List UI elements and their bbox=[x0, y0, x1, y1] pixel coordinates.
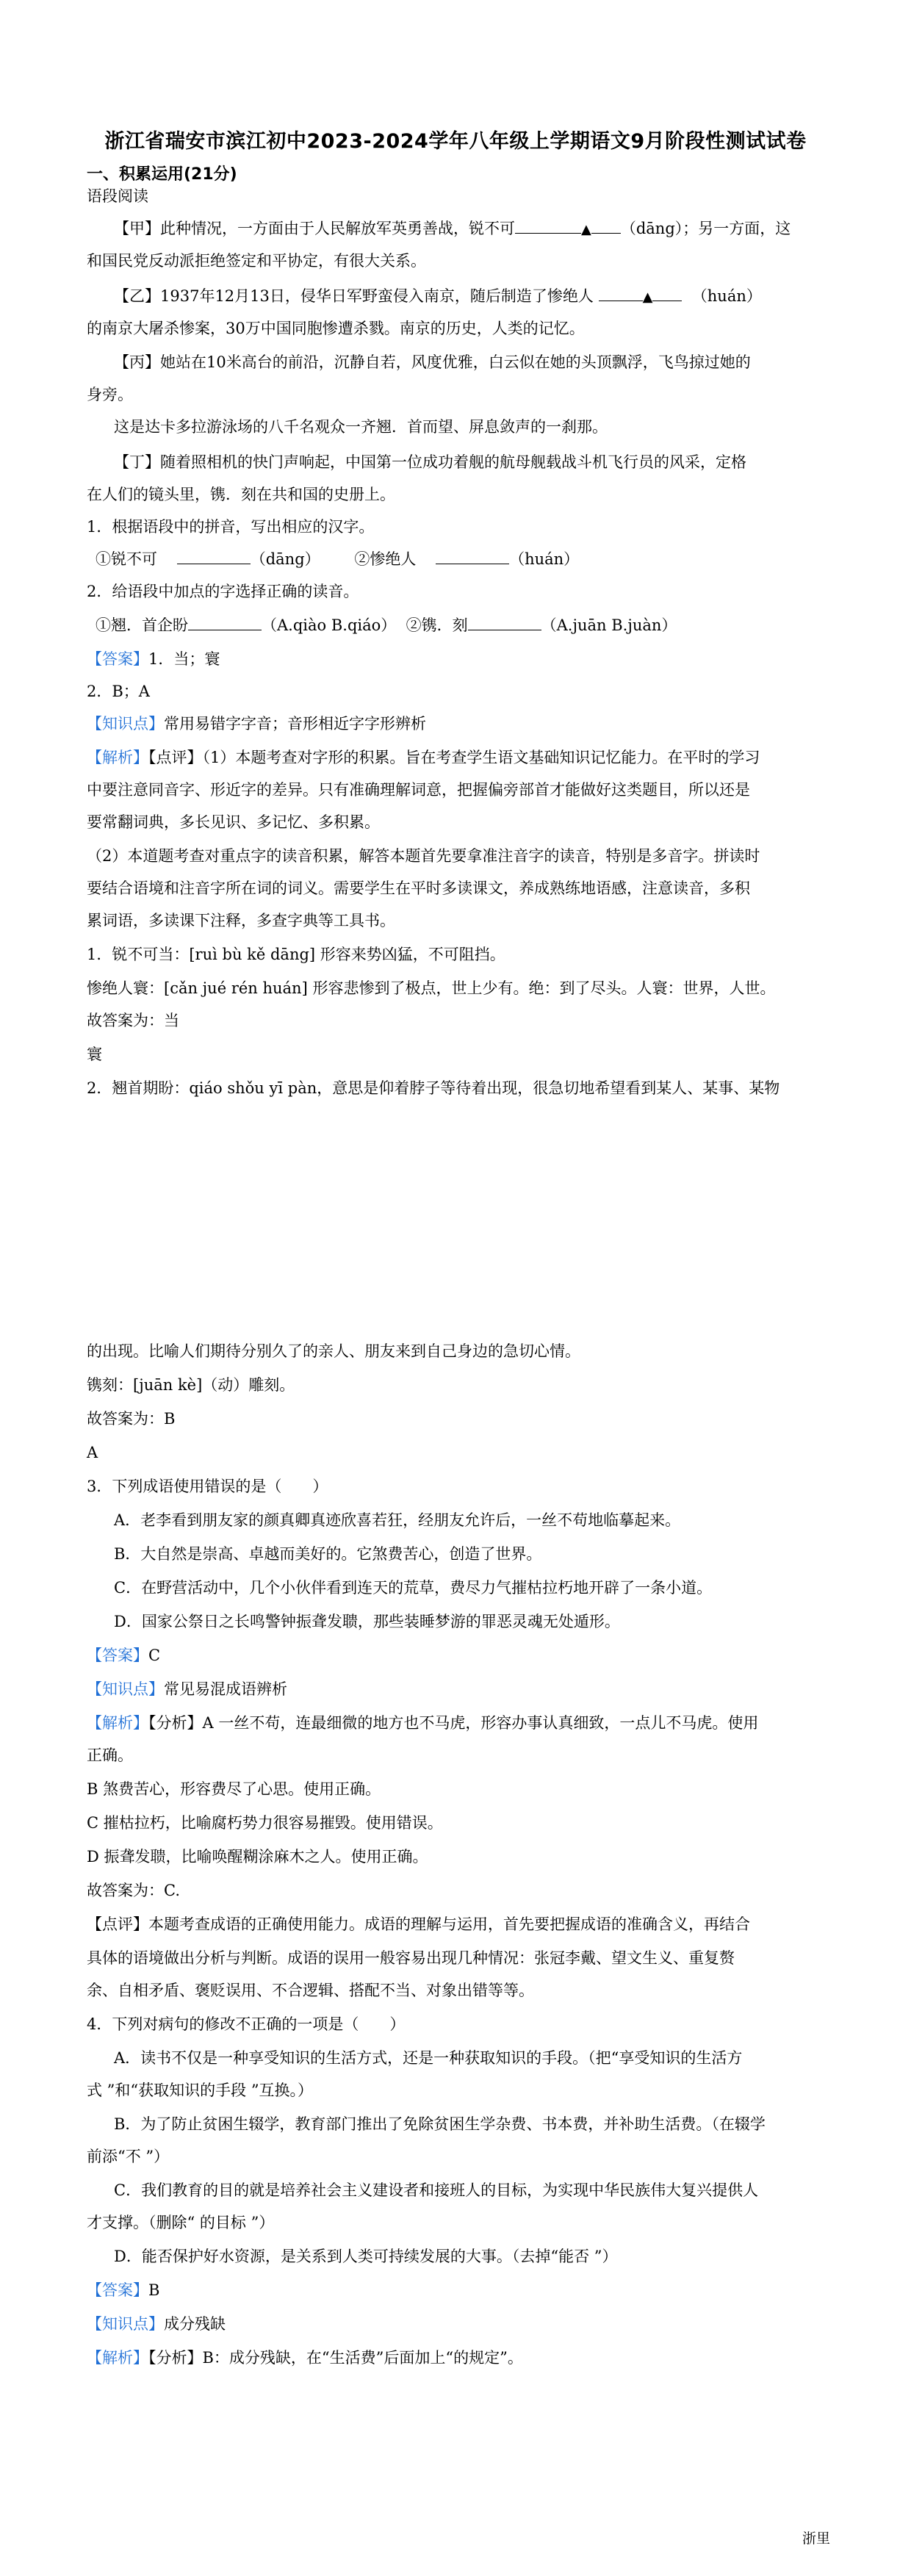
analysis-3-line3: B 煞费苦心，形容费尽了心思。使用正确。 bbox=[87, 1780, 381, 1798]
analysis-1-line15: A bbox=[87, 1444, 98, 1461]
analysis-1-line2: 中要注意同音字、形近字的差异。只有准确理解词意，把握偏旁部首才能做好这类题目，所以还是 bbox=[87, 781, 750, 799]
analysis-1-line10: 寰 bbox=[87, 1046, 102, 1063]
question-2-stem: 2．给语段中加点的字选择正确的读音。 bbox=[87, 583, 359, 600]
passage-ding-line2: 在人们的镜头里，镌．刻在共和国的史册上。 bbox=[87, 486, 395, 503]
analysis-1-line9: 故答案为：当 bbox=[87, 1012, 179, 1029]
analysis-3-line6: 故答案为：C. bbox=[87, 1882, 180, 1899]
analysis-1-line14: 故答案为：B bbox=[87, 1410, 176, 1428]
answer-3: 【答案】C bbox=[87, 1647, 161, 1664]
passage-ding-line1: 【丁】随着照相机的快门声响起，中国第一位成功着舰的航母舰载战斗机飞行员的风采，定格 bbox=[114, 453, 746, 471]
question-4-option-b-line1: B．为了防止贫困生辍学，教育部门推出了免除贫困生学杂费、书本费，并补助生活费。（在辍学 bbox=[114, 2115, 766, 2133]
analysis-1-line5: 要结合语境和注音字所在词的词义。需要学生在平时多读课文，养成熟练地语感，注意读音，多积 bbox=[87, 879, 750, 897]
question-4-option-a-line1: A．读书不仅是一种享受知识的生活方式，还是一种获取知识的手段。（把“享受知识的生活方 bbox=[114, 2049, 743, 2067]
question-2-items: ①翘．首企盼 （A.qiào B.qiáo） ②镌．刻 （A.juān B.juàn） bbox=[96, 616, 677, 634]
analysis-1-line7: 1．锐不可当：[ruì bù kě dāng] 形容来势凶猛，不可阻挡。 bbox=[87, 946, 505, 963]
analysis-3-line5: D 振聋发聩，比喻唤醒糊涂麻木之人。使用正确。 bbox=[87, 1848, 428, 1866]
question-3-option-a: A．老李看到朋友家的颜真卿真迹欣喜若狂，经朋友允许后，一丝不苟地临摹起来。 bbox=[114, 1511, 681, 1529]
passage-yi-line2: 的南京大屠杀惨案，30万中国同胞惨遭杀戮。南京的历史，人类的记忆。 bbox=[87, 320, 585, 337]
passage-yi-line1: 【乙】1937年12月13日，侵华日军野蛮侵入南京，随后制造了惨绝人 ▲ （huán） bbox=[114, 287, 762, 305]
question-3-option-d: D．国家公祭日之长鸣警钟振聋发聩，那些装睡梦游的罪恶灵魂无处遁形。 bbox=[114, 1613, 620, 1630]
question-4-option-d: D．能否保护好水资源，是关系到人类可持续发展的大事。（去掉“能否 ”） bbox=[114, 2248, 618, 2265]
analysis-3-line7: 【点评】本题考查成语的正确使用能力。成语的理解与运用，首先要把握成语的准确含义，再结合 bbox=[87, 1915, 750, 1933]
passage-jia-line2: 和国民党反动派拒绝签定和平协定，有很大关系。 bbox=[87, 252, 426, 270]
analysis-3-line2: 正确。 bbox=[87, 1746, 133, 1764]
analysis-1-line13: 镌刻：[juān kè]（动）雕刻。 bbox=[87, 1376, 295, 1394]
question-4-option-b-line2: 前添“不 ”） bbox=[87, 2148, 170, 2165]
knowledge-point-4: 【知识点】成分残缺 bbox=[87, 2315, 226, 2333]
question-1-items: ①锐不可 （dāng） ②惨绝人 （huán） bbox=[96, 550, 580, 568]
question-4-option-a-line2: 式 ”和“获取知识的手段 ”互换。） bbox=[87, 2082, 314, 2099]
analysis-1-line3: 要常翻词典，多长见识、多记忆、多积累。 bbox=[87, 813, 380, 831]
analysis-3-line1: 【解析】【分析】A 一丝不苟，连最细微的地方也不马虎，形容办事认真细致，一点儿不马虎。使用 bbox=[87, 1714, 759, 1732]
passage-bing-line1: 【丙】她站在10米高台的前沿，沉静自若，风度优雅，白云似在她的头顶飘浮，飞鸟掠过她的 bbox=[114, 353, 751, 371]
answer-1-line2: 2．B；A bbox=[87, 683, 150, 700]
answer-1-line1: 【答案】1．当；寰 bbox=[87, 650, 220, 668]
analysis-3-line9: 余、自相矛盾、褒贬误用、不合逻辑、搭配不当、对象出错等等。 bbox=[87, 1982, 534, 1999]
analysis-3-line4: C 摧枯拉朽，比喻腐朽势力很容易摧毁。使用错误。 bbox=[87, 1814, 443, 1832]
question-4-stem: 4．下列对病句的修改不正确的一项是（ ） bbox=[87, 2015, 406, 2033]
question-3-option-c: C．在野营活动中，几个小伙伴看到连天的荒草，费尽力气摧枯拉朽地开辟了一条小道。 bbox=[114, 1579, 713, 1597]
section-heading: 一、积累运用(21分) bbox=[87, 165, 237, 184]
analysis-1-line12: 的出现。比喻人们期待分别久了的亲人、朋友来到自己身边的急切心情。 bbox=[87, 1342, 580, 1360]
question-3-option-b: B．大自然是崇高、卓越而美好的。它煞费苦心，创造了世界。 bbox=[114, 1545, 542, 1563]
passage-bing-line3: 这是达卡多拉游泳场的八千名观众一齐翘．首而望、屏息敛声的一刹那。 bbox=[114, 418, 608, 436]
question-3-stem: 3．下列成语使用错误的是（ ） bbox=[87, 1478, 328, 1495]
analysis-4-line1: 【解析】【分析】B：成分残缺，在“生活费”后面加上“的规定”。 bbox=[87, 2349, 523, 2367]
passage-bing-line2: 身旁。 bbox=[87, 386, 133, 403]
analysis-1-line6: 累词语，多读课下注释，多查字典等工具书。 bbox=[87, 912, 395, 929]
reading-label: 语段阅读 bbox=[87, 187, 148, 205]
analysis-3-line8: 具体的语境做出分析与判断。成语的误用一般容易出现几种情况：张冠李戴、望文生义、重复赘 bbox=[87, 1949, 735, 1967]
analysis-1-line4: （2）本道题考查对重点字的读音积累，解答本题首先要拿准注音字的读音，特别是多音字。拼读时 bbox=[87, 847, 760, 865]
page-footer: 浙里 bbox=[802, 2530, 830, 2547]
knowledge-point-3: 【知识点】常见易混成语辨析 bbox=[87, 1680, 287, 1698]
question-1-stem: 1．根据语段中的拼音，写出相应的汉字。 bbox=[87, 518, 375, 536]
exam-title: 浙江省瑞安市滨江初中2023-2024学年八年级上学期语文9月阶段性测试试卷 bbox=[104, 130, 807, 153]
passage-jia-line1: 【甲】此种情况，一方面由于人民解放军英勇善战，锐不可 ▲ （dāng）；另一方面，这 bbox=[114, 220, 791, 237]
analysis-1-line8: 惨绝人寰：[cǎn jué rén huán] 形容悲惨到了极点，世上少有。绝：到了尽头。人寰：世界，人世。 bbox=[87, 979, 776, 997]
answer-4: 【答案】B bbox=[87, 2281, 160, 2299]
question-4-option-c-line1: C．我们教育的目的就是培养社会主义建设者和接班人的目标，为实现中华民族伟大复兴提供人 bbox=[114, 2181, 759, 2199]
question-4-option-c-line2: 才支撑。（删除“ 的目标 ”） bbox=[87, 2214, 275, 2231]
knowledge-point-1: 【知识点】常用易错字字音；音形相近字字形辨析 bbox=[87, 715, 426, 733]
analysis-1-line1: 【解析】【点评】（1）本题考查对字形的积累。旨在考查学生语文基础知识记忆能力。在平时的学习 bbox=[87, 749, 760, 766]
analysis-1-line11: 2．翘首期盼：qiáo shǒu yī pàn，意思是仰着脖子等待着出现，很急切地希望看到某人、某事、某物 bbox=[87, 1079, 780, 1097]
